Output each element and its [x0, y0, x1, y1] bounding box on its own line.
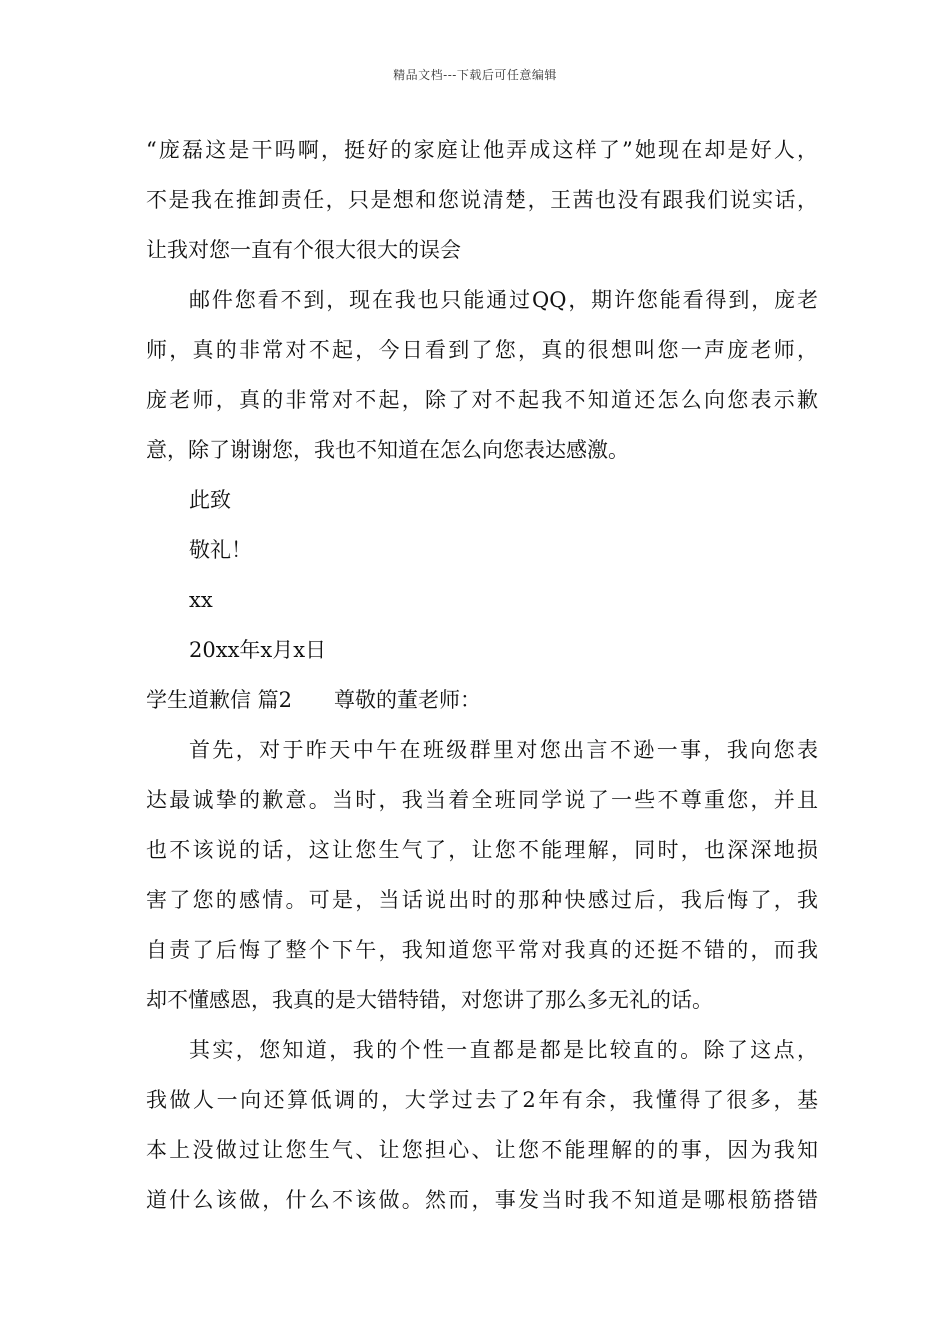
section-heading: 学生道歉信 篇2 尊敬的董老师： — [146, 688, 482, 712]
page-header: 精品文档---下载后可任意编辑 — [393, 68, 557, 82]
paragraph-line: 意，除了谢谢您，我也不知道在怎么向您表达感激。 — [146, 438, 629, 462]
paragraph-line: 师，真的非常对不起，今日看到了您，真的很想叫您一声庞老师， — [146, 338, 818, 362]
signature: xx — [189, 588, 213, 612]
paragraph-line: 不是我在推卸责任，只是想和您说清楚，王茜也没有跟我们说实话， — [146, 188, 818, 212]
paragraph-line: 我做人一向还算低调的，大学过去了2年有余，我懂得了很多，基 — [146, 1088, 818, 1112]
paragraph-line: “庞磊这是干吗啊，挺好的家庭让他弄成这样了”她现在却是好人， — [146, 138, 818, 162]
paragraph-line: 庞老师，真的非常对不起，除了对不起我不知道还怎么向您表示歉 — [146, 388, 818, 412]
paragraph-line: 也不该说的话，这让您生气了，让您不能理解，同时，也深深地损 — [146, 838, 818, 862]
paragraph-line: 自责了后悔了整个下午，我知道您平常对我真的还挺不错的，而我 — [146, 938, 818, 962]
closing-salutation: 此致 — [189, 488, 231, 512]
date: 20xx年x月x日 — [189, 638, 327, 662]
paragraph-line: 其实，您知道，我的个性一直都是都是比较直的。除了这点， — [189, 1038, 818, 1062]
paragraph-line: 害了您的感情。可是，当话说出时的那种快感过后，我后悔了，我 — [146, 888, 818, 912]
paragraph-line: 让我对您一直有个很大很大的误会 — [146, 238, 461, 262]
closing-regards: 敬礼！ — [189, 538, 252, 562]
paragraph-line: 却不懂感恩，我真的是大错特错，对您讲了那么多无礼的话。 — [146, 988, 713, 1012]
paragraph-line: 道什么该做，什么不该做。然而，事发当时我不知道是哪根筋搭错 — [146, 1188, 818, 1212]
paragraph-line: 达最诚挚的歉意。当时，我当着全班同学说了一些不尊重您，并且 — [146, 788, 818, 812]
paragraph-line: 首先，对于昨天中午在班级群里对您出言不逊一事，我向您表 — [189, 738, 818, 762]
paragraph-line: 本上没做过让您生气、让您担心、让您不能理解的的事，因为我知 — [146, 1138, 818, 1162]
paragraph-line: 邮件您看不到，现在我也只能通过QQ，期许您能看得到，庞老 — [189, 288, 818, 312]
